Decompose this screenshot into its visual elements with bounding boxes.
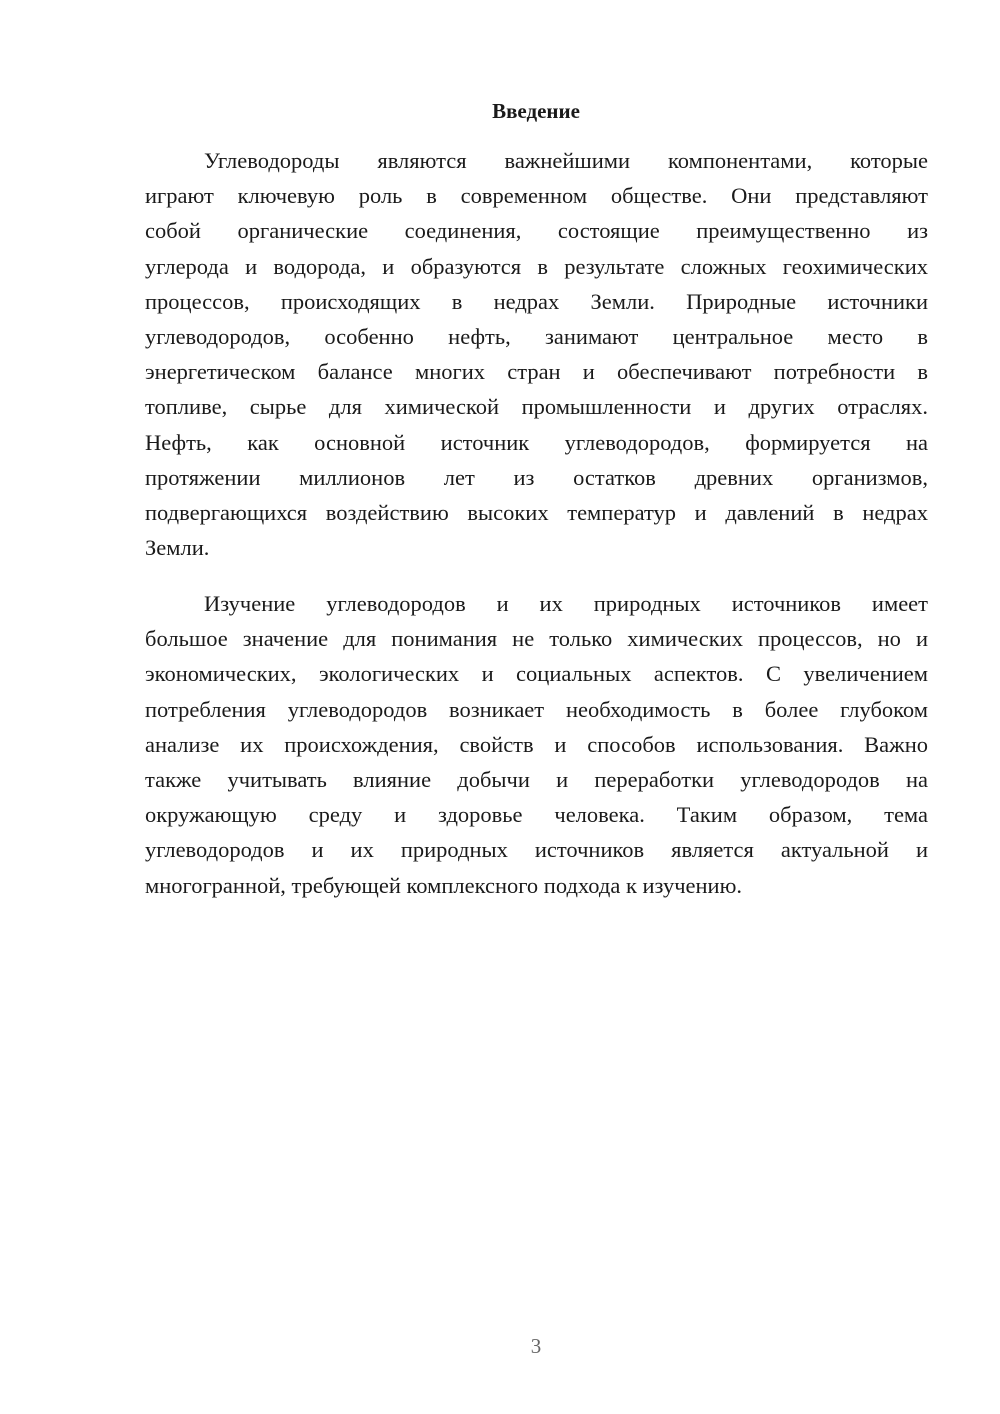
page-number: 3 — [530, 1334, 542, 1358]
text-line: Нефть, как основной источник углеводородов, формируется на — [145, 429, 928, 455]
text-line: углеводородов и их природных источников является актуальной и — [145, 837, 928, 863]
paragraph-2 — [145, 586, 928, 903]
text-line: потребления углеводородов возникает необходимость в более глубоком — [145, 696, 928, 722]
text-line: анализе их происхождения, свойств и способов использования. Важно — [145, 731, 928, 757]
text-line: подвергающихся воздействию высоких температур и давлений в недрах — [145, 499, 928, 525]
text-line: собой органические соединения, состоящие преимущественно из — [145, 218, 928, 244]
paragraph-1 — [145, 143, 928, 565]
text-line: экономических, экологических и социальных аспектов. С увеличением — [145, 661, 928, 687]
text-line: Земли. — [145, 535, 210, 561]
text-line: окружающую среду и здоровье человека. Таким образом, тема — [145, 802, 928, 828]
text-line: также учитывать влияние добычи и переработки углеводородов на — [145, 766, 928, 792]
text-line: топливе, сырье для химической промышленности и других отраслях. — [145, 394, 928, 420]
text-line: играют ключевую роль в современном обществе. Они представляют — [145, 183, 928, 209]
section-title: Введение — [492, 99, 580, 123]
text-line: энергетическом балансе многих стран и обеспечивают потребности в — [145, 359, 928, 385]
text-line: углерода и водорода, и образуются в результате сложных геохимических — [145, 253, 928, 279]
text-line: многогранной, требующей комплексного подхода к изучению. — [145, 872, 743, 898]
text-line: большое значение для понимания не только химических процессов, но и — [145, 626, 928, 652]
text-line: процессов, происходящих в недрах Земли. Природные источники — [145, 288, 928, 314]
text-line: Углеводороды являются важнейшими компонентами, которые — [204, 148, 928, 173]
text-line: углеводородов, особенно нефть, занимают центральное место в — [145, 323, 928, 349]
text-line: Изучение углеводородов и их природных источников имеет — [204, 591, 928, 616]
text-line: протяжении миллионов лет из остатков древних организмов, — [145, 464, 928, 490]
